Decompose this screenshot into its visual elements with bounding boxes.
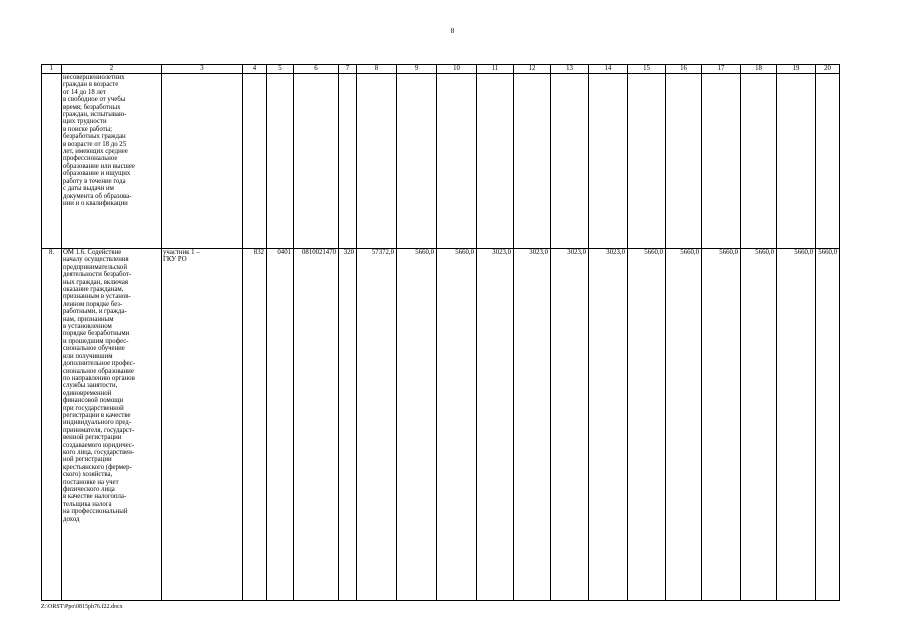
value-cell bbox=[357, 74, 397, 249]
value-cell bbox=[741, 74, 777, 249]
header-cell: 20 bbox=[816, 65, 840, 74]
value-cell bbox=[294, 74, 339, 249]
header-cell: 11 bbox=[477, 65, 514, 74]
table-header-row bbox=[42, 65, 840, 74]
value-cell: 5660,0 bbox=[777, 249, 816, 601]
header-cell: 8 bbox=[357, 65, 397, 74]
value-cell: 5660,0 bbox=[397, 249, 437, 601]
header-cell: 6 bbox=[294, 65, 339, 74]
header-cell: 17 bbox=[702, 65, 741, 74]
header-cell: 1 bbox=[42, 65, 62, 74]
header-cell: 18 bbox=[741, 65, 777, 74]
value-cell: 5660,0 bbox=[816, 249, 840, 601]
header-cell: 3 bbox=[162, 65, 243, 74]
row-description: несовершеннолетних граждан в возрасте от 14 до 18 лет в свободное от учебы время; безработных граждан, испытываю- щих трудности в поиске работы; безработных граждан в возрасте от 18 до 25 лет, имеющих среднее профессиональное образование или высшее образование и ищущих работу в течение года с даты выдачи им документа об образова- нии и о квалификации bbox=[62, 74, 162, 249]
value-cell: 5660,0 bbox=[741, 249, 777, 601]
header-cell: 4 bbox=[243, 65, 267, 74]
document-file-path: Z:\ORST\Ppo\0815ph76.f22.docx bbox=[41, 604, 123, 610]
value-cell bbox=[666, 74, 702, 249]
value-cell: 3023,0 bbox=[514, 249, 551, 601]
row-number bbox=[42, 74, 62, 249]
value-cell: 3023,0 bbox=[589, 249, 628, 601]
header-cell: 14 bbox=[589, 65, 628, 74]
value-cell bbox=[551, 74, 589, 249]
value-cell: 320 bbox=[339, 249, 357, 601]
row-executor: участник 1 – ГКУ РО bbox=[162, 249, 243, 601]
value-cell bbox=[628, 74, 666, 249]
value-cell: 57372,0 bbox=[357, 249, 397, 601]
header-cell: 7 bbox=[339, 65, 357, 74]
value-cell bbox=[243, 74, 267, 249]
header-cell: 13 bbox=[551, 65, 589, 74]
value-cell bbox=[437, 74, 477, 249]
value-cell: 5660,0 bbox=[666, 249, 702, 601]
value-cell: 3023,0 bbox=[477, 249, 514, 601]
value-cell bbox=[816, 74, 840, 249]
value-cell: 0810021470 bbox=[294, 249, 339, 601]
value-cell: 832 bbox=[243, 249, 267, 601]
table-row bbox=[42, 74, 840, 249]
value-cell bbox=[702, 74, 741, 249]
header-cell: 2 bbox=[62, 65, 162, 74]
value-cell bbox=[267, 74, 294, 249]
header-cell: 9 bbox=[397, 65, 437, 74]
table-row bbox=[42, 249, 840, 601]
value-cell: 5660,0 bbox=[702, 249, 741, 601]
value-cell: 0401 bbox=[267, 249, 294, 601]
value-cell bbox=[477, 74, 514, 249]
value-cell: 3023,0 bbox=[551, 249, 589, 601]
value-cell bbox=[397, 74, 437, 249]
budget-table bbox=[41, 64, 840, 601]
header-cell: 19 bbox=[777, 65, 816, 74]
value-cell bbox=[339, 74, 357, 249]
header-cell: 12 bbox=[514, 65, 551, 74]
value-cell bbox=[514, 74, 551, 249]
row-description: ОМ 1.6. Содействие началу осуществления предпринимательской деятельности безработ- ных граждан, включая оказание гражданам, признанным в установ- ленном порядке без- работными, и гражда- нам, признанным в установленном порядке безработными и прошедшим профес- сиональное обучение или получившим дополнительное профес- сиональное образование по направлению органов службы занятости, единовременной финансовой помощи при государственной регистрации в качестве индивидуального пред- принимателя, государст- венной регистрации создаваемого юридичес- кого лица, государствен- ной регистрации крестьянского (фермер- ского) хозяйства, постановке на учет физического лица в качестве налогопла- тельщика налога на профессиональный доход bbox=[62, 249, 162, 601]
header-cell: 16 bbox=[666, 65, 702, 74]
value-cell: 5660,0 bbox=[628, 249, 666, 601]
value-cell: 5660,0 bbox=[437, 249, 477, 601]
header-cell: 10 bbox=[437, 65, 477, 74]
value-cell bbox=[589, 74, 628, 249]
value-cell bbox=[777, 74, 816, 249]
row-executor bbox=[162, 74, 243, 249]
page-number: 8 bbox=[450, 27, 455, 35]
row-number: 8. bbox=[42, 249, 62, 601]
header-cell: 5 bbox=[267, 65, 294, 74]
header-cell: 15 bbox=[628, 65, 666, 74]
